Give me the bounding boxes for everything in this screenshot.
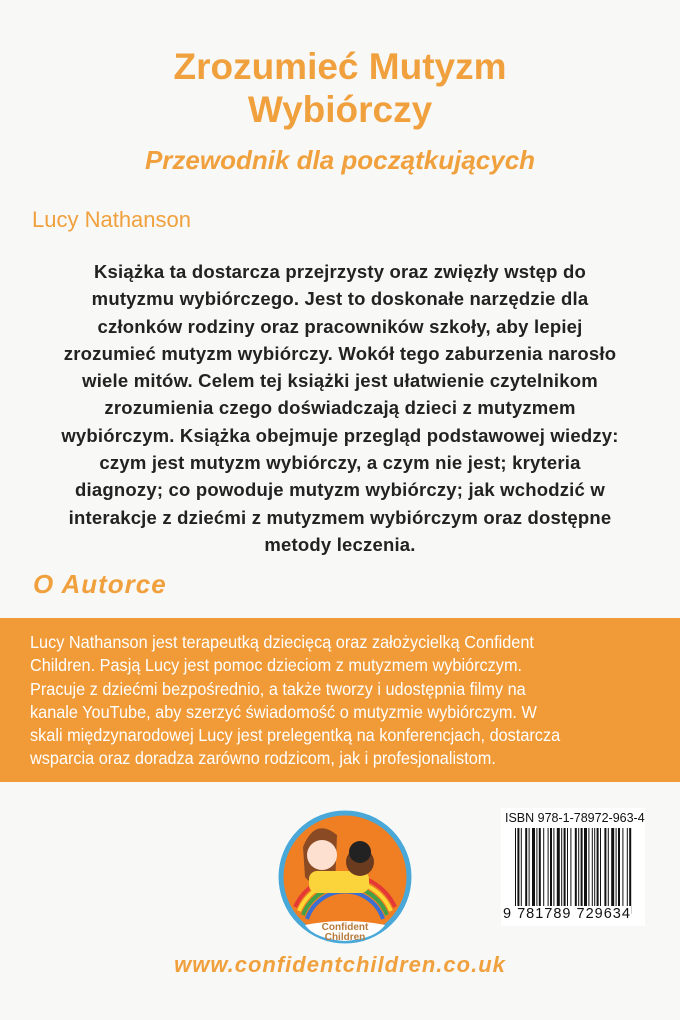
isbn-label: ISBN 978-1-78972-963-4 bbox=[505, 811, 645, 825]
barcode-bars bbox=[515, 828, 633, 914]
about-line: Pracuje z dziećmi bezpośrednio, a także tworzy i udostępnia filmy na bbox=[30, 678, 526, 699]
book-subtitle: Przewodnik dla początkujących bbox=[144, 145, 536, 175]
website-url[interactable]: www.confidentchildren.co.uk bbox=[174, 952, 506, 977]
blurb-line: interakcje z dziećmi z mutyzmem wybiórczym oraz dostępne bbox=[68, 506, 612, 528]
about-heading: O Autorce bbox=[33, 569, 167, 599]
blurb-line: zrozumieć mutyzm wybiórczy. Wokół tego zaburzenia narosło bbox=[63, 342, 617, 364]
author-name: Lucy Nathanson bbox=[32, 207, 191, 232]
blurb-line: wybiórczym. Książka obejmuje przegląd podstawowej wiedzy: bbox=[61, 424, 619, 446]
blurb-line: wiele mitów. Celem tej książki jest ułatwienie czytelnikom bbox=[82, 370, 598, 392]
blurb-line: Książka ta dostarcza przejrzysty oraz zwięzły wstęp do bbox=[94, 261, 586, 282]
blurb-line: czym jest mutyzm wybiórczy, a czym nie jest; kryteria bbox=[99, 452, 581, 474]
about-line: kanale YouTube, aby szerzyć świadomość o mutyzmie wybiórczym. W bbox=[30, 701, 537, 722]
blurb-line: zrozumienia czego doświadczają dzieci z mutyzmem bbox=[104, 397, 576, 419]
barcode-number: 9 781789 729634 bbox=[503, 906, 631, 922]
blurb-line: metody leczenia. bbox=[264, 533, 416, 555]
svg-text:Children: Children bbox=[324, 932, 366, 943]
about-text bbox=[30, 631, 560, 771]
blurb-line: diagnozy; co powoduje mutyzm wybiórczy; jak wchodzić w bbox=[75, 479, 605, 501]
book-title bbox=[0, 45, 680, 131]
title-line: Zrozumieć Mutyzm bbox=[173, 46, 507, 87]
blurb-line: mutyzmu wybiórczego. Jest to doskonałe narzędzie dla bbox=[91, 288, 589, 310]
confident-children-logo bbox=[275, 807, 415, 947]
blurb-line: członków rodziny oraz pracowników szkoły, aby lepiej bbox=[97, 315, 583, 337]
isbn-barcode bbox=[501, 808, 645, 926]
title-line: Wybiórczy bbox=[247, 89, 433, 130]
about-line: Lucy Nathanson jest terapeutką dziecięcą oraz założycielką Confident bbox=[30, 632, 534, 652]
about-band bbox=[0, 618, 680, 782]
about-line: Children. Pasją Lucy jest pomoc dzieciom z mutyzmem wybiórczym. bbox=[30, 655, 523, 676]
blurb bbox=[0, 258, 680, 558]
svg-text:Confident: Confident bbox=[321, 922, 369, 933]
about-line: wsparcia oraz doradza zarówno rodzicom, jak i profesjonalistom. bbox=[30, 748, 496, 769]
about-line: skali międzynarodowej Lucy jest prelegentką na konferencjach, dostarcza bbox=[30, 725, 561, 746]
